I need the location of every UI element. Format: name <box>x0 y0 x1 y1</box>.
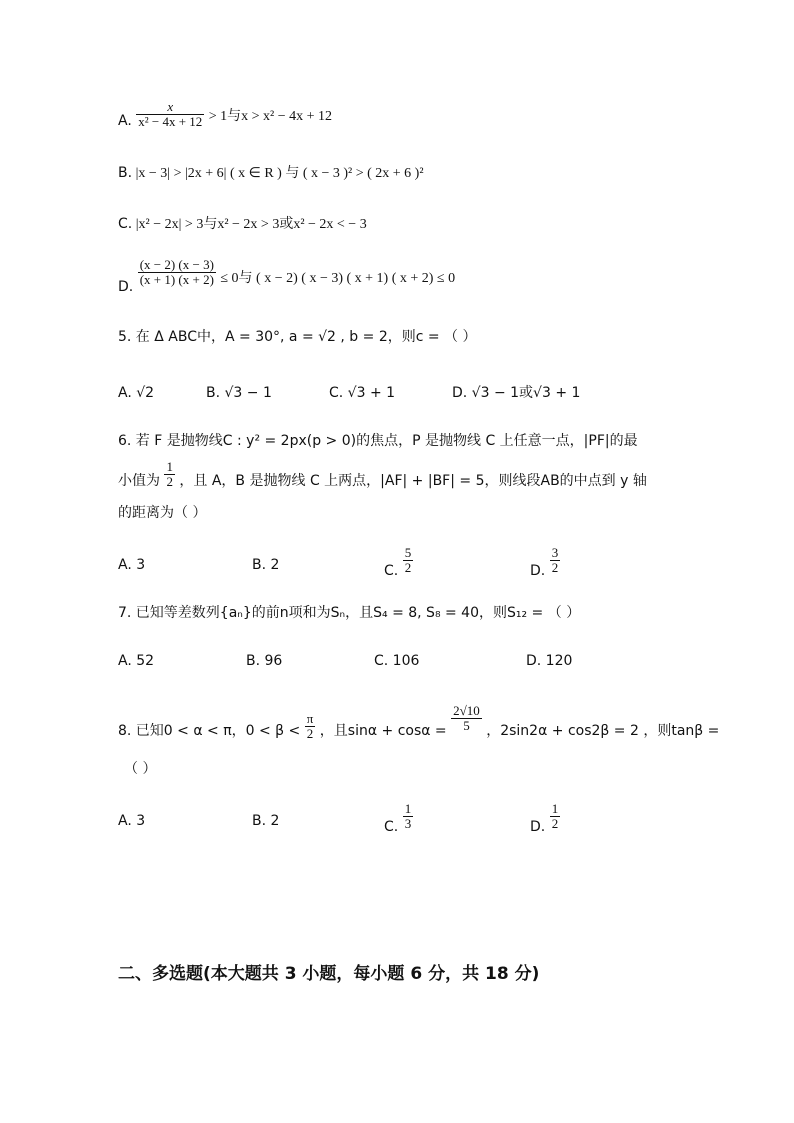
text: ，且sinα + cosα = <box>319 723 447 739</box>
q6-option-d <box>530 545 560 579</box>
fraction <box>138 258 216 286</box>
q7-option-a: A. 52 <box>118 653 155 669</box>
q7-option-b: B. 96 <box>246 653 283 669</box>
inequality-text: > 1与x > x² − 4x + 12 <box>208 109 333 124</box>
option-label: D. <box>118 279 134 295</box>
fraction-numerator: 3 <box>551 545 559 560</box>
q8-stem-line1 <box>118 703 720 741</box>
fraction-numerator: (x − 2) (x − 3) <box>139 257 214 272</box>
q4-option-b <box>118 166 424 181</box>
text: 小值为 <box>118 473 160 489</box>
option-label: C. <box>384 819 399 835</box>
fraction-numerator: 2√10 <box>453 703 480 718</box>
option-label: C. <box>384 563 399 579</box>
q8-option-d <box>530 801 560 835</box>
option-label: B. <box>118 165 133 181</box>
fraction-numerator: 1 <box>166 459 173 474</box>
q8-stem-line2: （ ） <box>124 761 157 777</box>
option-text: |x − 3| > |2x + 6| ( x ∈ R ) 与 ( x − 3 )² > ( 2x + 6 )² <box>135 166 424 181</box>
q5-option-a: A. √2 <box>118 385 155 401</box>
q7-option-c: C. 106 <box>374 653 420 669</box>
fraction-numerator: 5 <box>404 545 412 560</box>
fraction-denominator: 2 <box>306 725 314 741</box>
q6-stem-line1: 6. 若 F 是抛物线C : y² = 2px(p > 0)的焦点，P 是抛物线 C 上任意一点，|PF|的最 <box>118 433 638 449</box>
fraction-denominator: 2 <box>166 473 173 489</box>
fraction <box>403 802 414 830</box>
q8-option-a: A. 3 <box>118 813 146 829</box>
fraction <box>550 802 561 830</box>
fraction-numerator: 1 <box>551 801 559 816</box>
option-label: D. <box>530 563 546 579</box>
fraction-denominator: 5 <box>463 717 470 733</box>
q5-option-b: B. √3 − 1 <box>206 385 272 401</box>
fraction-denominator: 3 <box>404 815 412 831</box>
q8-option-c <box>384 801 413 835</box>
q7-option-d: D. 120 <box>526 653 573 669</box>
q5-stem: 5. 在 Δ ABC中，A = 30°, a = √2 , b = 2，则c = （ ） <box>118 329 477 345</box>
option-label: C. <box>118 216 133 232</box>
q4-option-d <box>118 257 456 295</box>
fraction-denominator: 2 <box>551 559 559 575</box>
fraction <box>451 704 482 732</box>
q4-option-a <box>118 100 332 128</box>
option-label: D. <box>530 819 546 835</box>
q8-option-b: B. 2 <box>252 813 280 829</box>
q5-option-c: C. √3 + 1 <box>329 385 396 401</box>
fraction-denominator: 2 <box>551 815 559 831</box>
fraction-numerator: x <box>136 100 204 115</box>
fraction-denominator: 2 <box>404 559 412 575</box>
fraction <box>136 100 204 128</box>
fraction-numerator: 1 <box>404 801 412 816</box>
q6-option-b: B. 2 <box>252 557 280 573</box>
q6-option-c <box>384 545 413 579</box>
q7-stem: 7. 已知等差数列{aₙ}的前n项和为Sₙ，且S₄ = 8, S₈ = 40，则S₁₂ = （ ） <box>118 605 581 621</box>
option-label: A. <box>118 113 132 130</box>
q6-stem-line2 <box>118 460 647 488</box>
fraction <box>164 460 175 488</box>
fraction <box>550 546 561 574</box>
q6-option-a: A. 3 <box>118 557 146 573</box>
fraction-denominator: (x + 1) (x + 2) <box>139 271 214 287</box>
text: ，2sin2α + cos2β = 2 ，则tanβ = <box>486 723 720 739</box>
section-heading: 二、多选题(本大题共 3 小题，每小题 6 分，共 18 分) <box>118 964 540 984</box>
text: ，且 A，B 是抛物线 C 上两点，|AF| + |BF| = 5，则线段AB的中点到 y 轴 <box>179 473 647 489</box>
fraction <box>403 546 414 574</box>
fraction <box>305 712 316 740</box>
q4-option-c <box>118 217 367 232</box>
fraction-denominator: x² − 4x + 12 <box>138 113 203 129</box>
text: 8. 已知0 < α < π，0 < β < <box>118 723 301 739</box>
inequality-text: ≤ 0与 ( x − 2) ( x − 3) ( x + 1) ( x + 2) ≤ 0 <box>220 271 456 286</box>
q6-stem-line3: 的距离为（ ） <box>118 505 207 521</box>
q5-option-d: D. √3 − 1或√3 + 1 <box>452 385 581 401</box>
option-text: |x² − 2x| > 3与x² − 2x > 3或x² − 2x < − 3 <box>135 217 367 232</box>
fraction-numerator: π <box>306 711 314 726</box>
